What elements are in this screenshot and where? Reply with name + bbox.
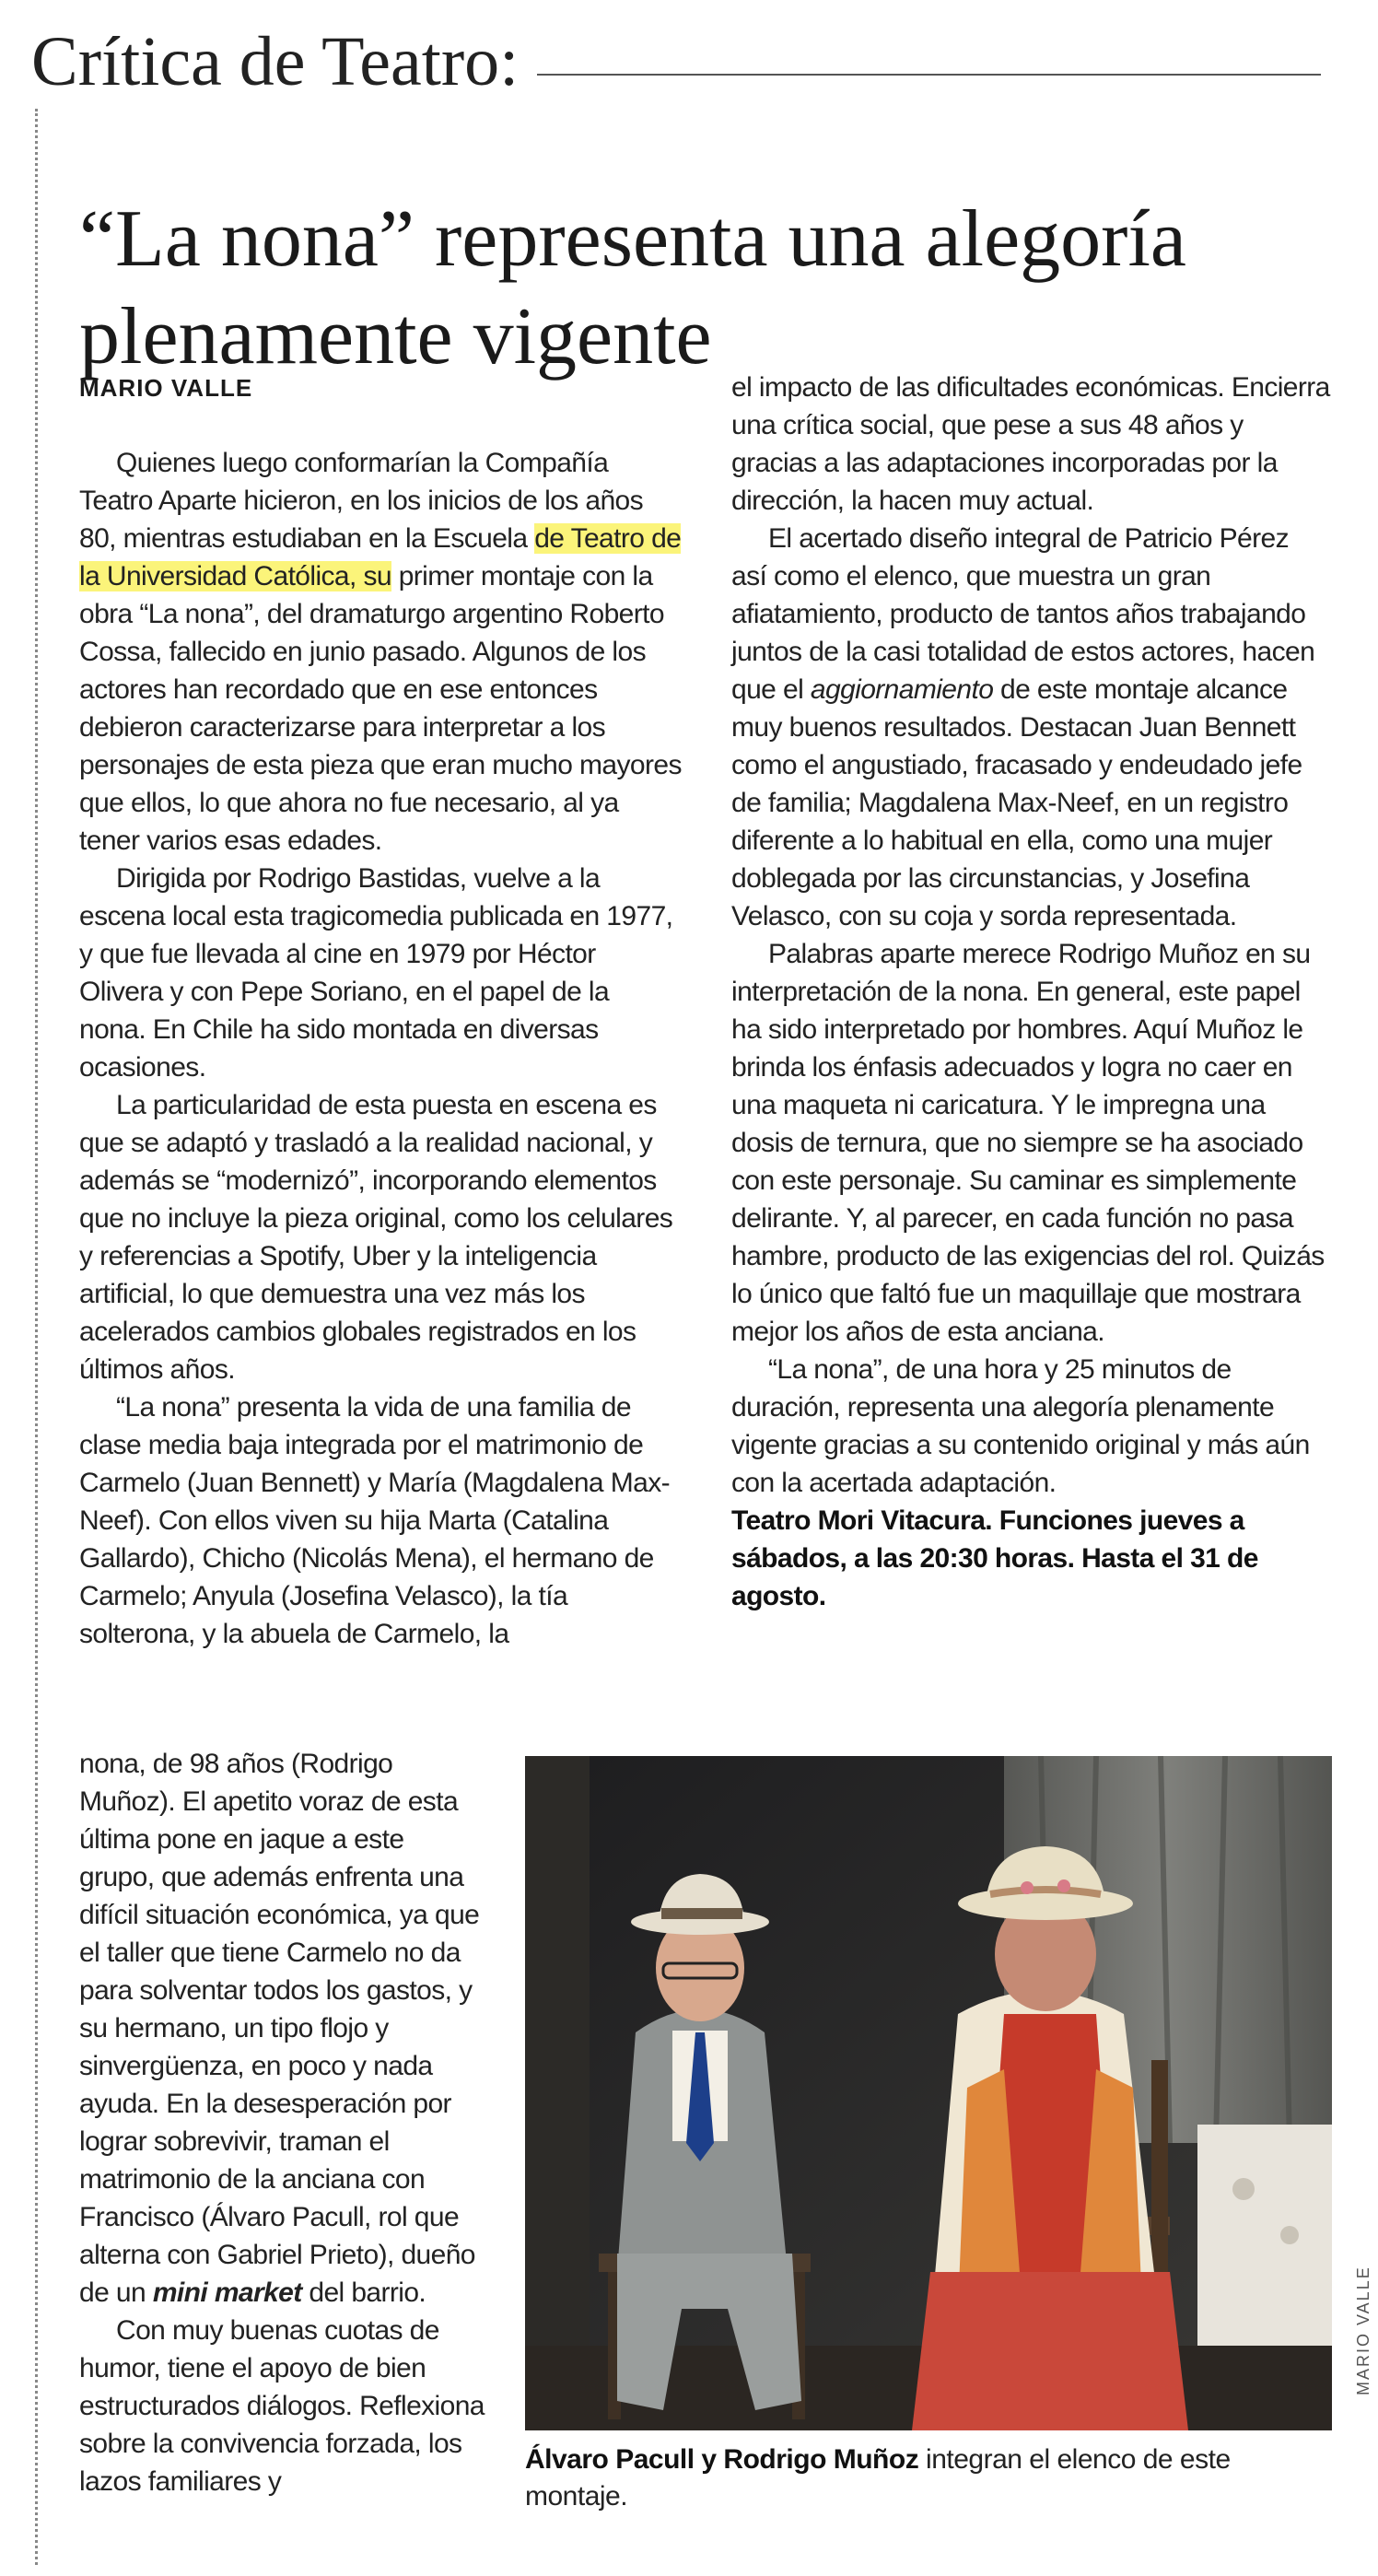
stage-photo-illustration (525, 1756, 1332, 2430)
byline: MARIO VALLE (79, 374, 253, 402)
section-rule (537, 74, 1321, 76)
article-column-1-lower (79, 1745, 485, 2500)
paragraph-6: El acertado diseño integral de Patricio Pérez así como el elenco, que muestra un gran afiatamiento, producto de tantos años trabajando juntos de la casi totalidad de estos actores, hacen que el aggiornamiento de este montaje alcance muy buenos resultados. Destacan Juan Bennett como el angustiado, fracasado y endeudado jefe de familia; Magdalena Max-Neef, en un registro diferente a lo habitual en ella, como una mujer doblegada por las circunstancias, y Josefina Velasco, con su coja y sorda representada. (731, 523, 1315, 931)
article-column-1 (79, 444, 682, 1653)
paragraph-7: Palabras aparte merece Rodrigo Muñoz en su interpretación de la nona. En general, este papel ha sido interpretado por hombres. Aquí Muñoz le brinda los énfasis adecuados y logra no caer en una maqueta ni caricatura. Y le impregna una dosis de ternura, que no siempre se ha asociado con este personaje. Su caminar es simplemente delirante. Y, al parecer, en cada función no pasa hambre, producto de las exigencias del rol. Quizás lo único que faltó fue un maquillaje que mostrara mejor los años de esta anciana. (731, 939, 1325, 1347)
article-column-2 (731, 369, 1330, 1615)
paragraph-4-continued: nona, de 98 años (Rodrigo Muñoz). El apetito voraz de esta última pone en jaque a este grupo, que además enfrenta una difícil situación económica, ya que el taller que tiene Carmelo no da para solventar todos los gastos, y su hermano, un tipo flojo y sinvergüenza, en poco y nada ayuda. En la desesperación por lograr sobrevivir, traman el matrimonio de la anciana con Francisco (Álvaro Pacull, rol que alterna con Gabriel Prieto), dueño de un mini market del barrio. (79, 1749, 480, 2308)
dotted-margin-rule (35, 109, 38, 2565)
paragraph-8: “La nona”, de una hora y 25 minutos de duración, representa una alegoría plenamente vigente gracias a su contenido original y más aún con la acertada adaptación. (731, 1354, 1310, 1498)
caption-text: integran el elenco de este montaje. (525, 2444, 1231, 2512)
photo-caption (525, 2441, 1332, 2515)
paragraph-3: La particularidad de esta puesta en escena es que se adaptó y trasladó a la realidad nacional, y además se “modernizó”, incorporando elementos que no incluye la pieza original, como los celulares y referencias a Spotify, Uber y la inteligencia artificial, lo que demuestra una vez más los acelerados cambios globales registrados en los últimos años. (79, 1090, 673, 1385)
paragraph-1: Quienes luego conformarían la Compañía Teatro Aparte hicieron, en los inicios de los años 80, mientras estudiaban en la Escuela de Teatro de la Universidad Católica, su primer montaje con la obra “La nona”, del dramaturgo argentino Roberto Cossa, fallecido en junio pasado. Algunos de los actores han recordado que en ese entonces debieron caracterizarse para interpretar a los personajes de esta pieza que eran mucho mayores que ellos, lo que ahora no fue necesario, al ya tener varios esas edades. (79, 448, 682, 856)
section-header (31, 20, 1321, 103)
paragraph-4: “La nona” presenta la vida de una familia de clase media baja integrada por el matrimonio de Carmelo (Juan Bennett) y María (Magdalena Max-Neef). Con ellos viven su hija Marta (Catalina Gallardo), Chicho (Nicolás Mena), el hermano de Carmelo; Anyula (Josefina Velasco), la tía solterona, y la abuela de Carmelo, la (79, 1392, 671, 1649)
photo-credit: MARIO VALLE (1354, 2266, 1372, 2395)
caption-names: Álvaro Pacull y Rodrigo Muñoz (525, 2444, 919, 2475)
paragraph-2: Dirigida por Rodrigo Bastidas, vuelve a la escena local esta tragicomedia publicada en 1977, y que fue llevada al cine en 1979 por Héctor Olivera y con Pepe Soriano, en el papel de la nona. En Chile ha sido montada en diversas ocasiones. (79, 863, 673, 1083)
paragraph-5: Con muy buenas cuotas de humor, tiene el apoyo de bien estructurados diálogos. Reflexiona sobre la convivencia forzada, los lazos familiares y (79, 2315, 485, 2497)
show-info: Teatro Mori Vitacura. Funciones jueves a sábados, a las 20:30 horas. Hasta el 31 de agosto. (731, 1505, 1258, 1611)
paragraph-5-continued: el impacto de las dificultades económicas. Encierra una crítica social, que pese a sus 48 años y gracias a las adaptaciones incorporadas por la dirección, la hacen muy actual. (731, 372, 1330, 516)
stage-photo (525, 1756, 1332, 2430)
section-label: Crítica de Teatro: (31, 23, 520, 100)
headline: “La nona” representa una alegoría plenamente vigente (79, 193, 1186, 381)
highlighted-text: de Teatro de la Universidad Católica, su (79, 523, 682, 591)
